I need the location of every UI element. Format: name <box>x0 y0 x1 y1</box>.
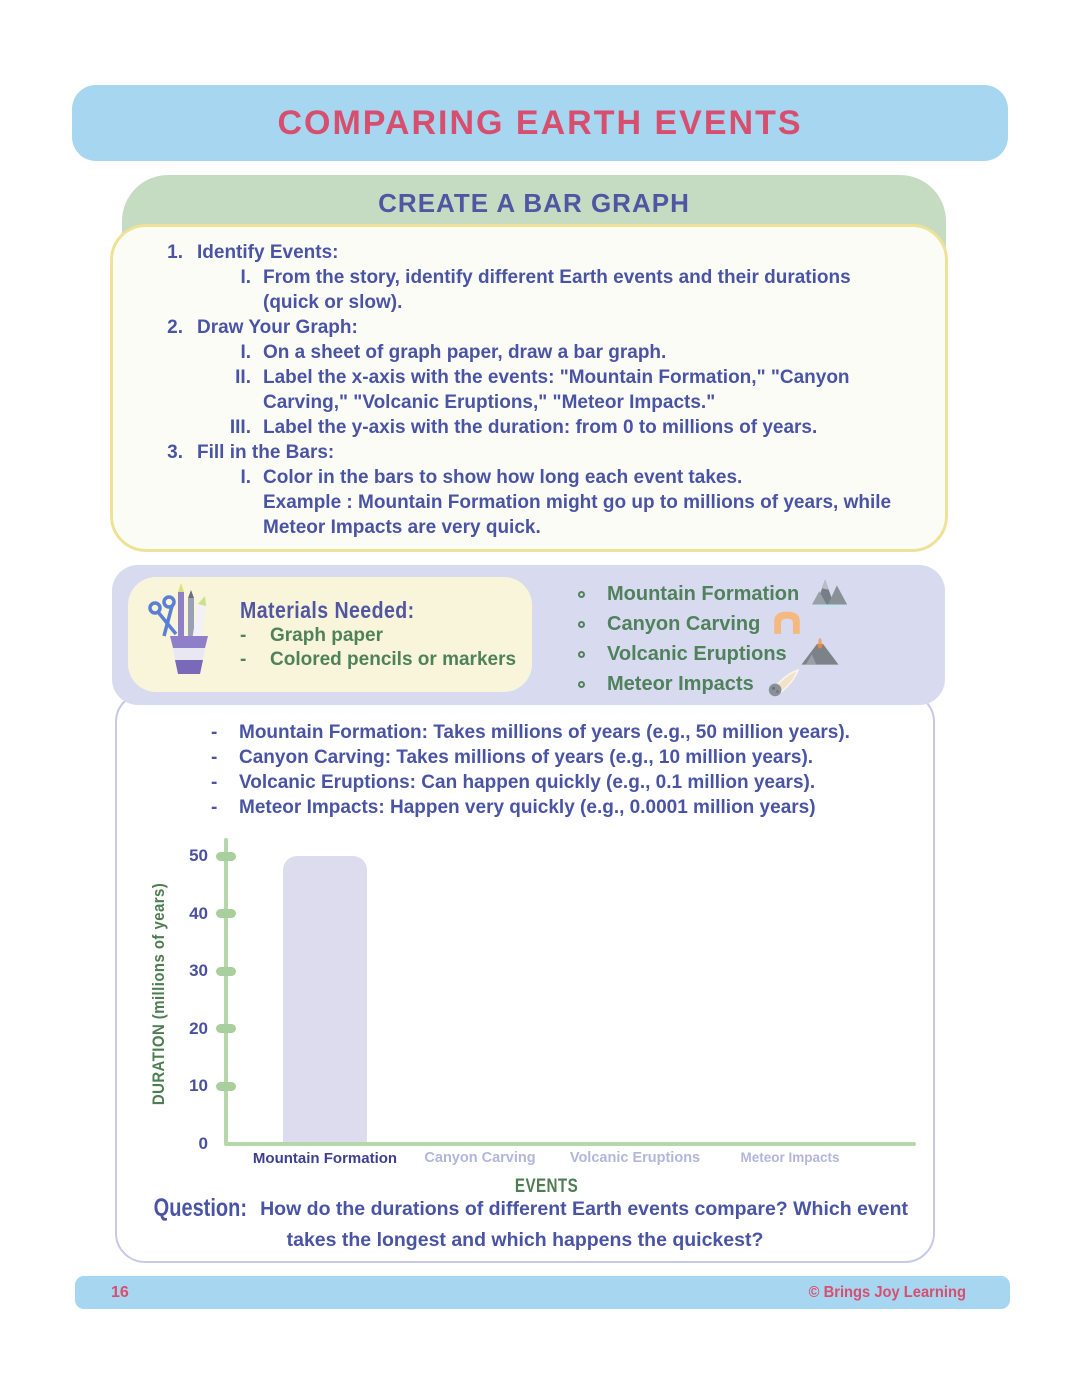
mountain-icon <box>809 576 853 613</box>
dash-bullet: - <box>211 797 218 818</box>
sub-step-number: I. <box>240 267 251 288</box>
dash-bullet: - <box>240 625 247 646</box>
materials-item <box>240 648 516 672</box>
y-tick-label: 40 <box>189 903 208 923</box>
y-axis-title <box>139 844 179 1144</box>
events-list <box>578 579 853 705</box>
dash-bullet: - <box>211 722 218 743</box>
y-tick-label: 20 <box>189 1018 208 1038</box>
section-heading: CREATE A BAR GRAPH <box>378 188 690 218</box>
events-items <box>578 579 853 699</box>
duration-item-text: Volcanic Eruptions: Can happen quickly (e.g., 0.1 million years). <box>239 772 816 793</box>
page-number: 16 <box>111 1283 129 1301</box>
event-item-label: Mountain Formation <box>607 582 800 605</box>
y-tick-label: 0 <box>198 1134 208 1153</box>
instruction-sub-step <box>221 340 903 365</box>
y-tick-dot <box>216 1082 236 1091</box>
instruction-sub-step <box>221 415 903 440</box>
materials-item-label: Colored pencils or markers <box>270 649 517 670</box>
step-number: 2. <box>167 317 183 338</box>
instruction-step <box>157 240 903 265</box>
plot-area <box>189 844 924 1153</box>
sub-step-number: II. <box>235 367 251 388</box>
y-tick-dot <box>216 852 236 861</box>
y-axis-title-text: DURATION (millions of years) <box>149 882 168 1106</box>
event-item-label: Canyon Carving <box>607 612 761 635</box>
event-item-label: Volcanic Eruptions <box>607 642 787 665</box>
instruction-sub-step <box>221 265 903 315</box>
y-axis-line <box>224 838 228 1144</box>
title-banner <box>72 85 1008 161</box>
sub-step-text: From the story, identify different Earth events and their durations (quick or slow). <box>263 267 851 313</box>
duration-item-text: Mountain Formation: Takes millions of years (e.g., 50 million years). <box>239 722 850 743</box>
durations-list <box>211 720 933 820</box>
duration-item <box>211 745 933 770</box>
sub-step-text: Label the y-axis with the duration: from 0 to millions of years. <box>263 417 818 438</box>
duration-item <box>211 795 933 820</box>
instruction-sub-step <box>221 465 903 490</box>
materials-box <box>128 577 532 692</box>
x-category-labels <box>224 1150 924 1172</box>
y-tick-label: 10 <box>189 1076 208 1096</box>
instruction-step <box>157 440 903 465</box>
x-category-label: Meteor Impacts <box>740 1150 840 1165</box>
materials-item-label: Graph paper <box>270 625 383 646</box>
materials-list <box>240 624 516 672</box>
chart-panel <box>115 692 935 1263</box>
duration-item-text: Canyon Carving: Takes millions of years (e.g., 10 million years). <box>239 747 814 768</box>
sub-step-number: I. <box>240 342 251 363</box>
bar-mountain-formation <box>283 856 367 1144</box>
duration-item-text: Meteor Impacts: Happen very quickly (e.g., 0.0001 million years) <box>239 797 816 818</box>
x-axis-title-text: EVENTS <box>514 1176 579 1197</box>
circle-bullet <box>578 681 585 688</box>
volcano-icon <box>797 636 843 673</box>
event-item-label: Meteor Impacts <box>607 672 754 695</box>
dash-bullet: - <box>211 772 218 793</box>
event-item <box>578 579 853 609</box>
page-title: COMPARING EARTH EVENTS <box>277 103 803 142</box>
meteor-icon <box>764 667 802 702</box>
circle-bullet <box>578 621 585 628</box>
materials-item <box>240 624 516 648</box>
instruction-step <box>157 315 903 340</box>
sub-step-text: On a sheet of graph paper, draw a bar graph. <box>263 342 667 363</box>
event-item <box>578 609 853 639</box>
sub-step-number: III. <box>229 417 251 438</box>
sub-step-text: Label the x-axis with the events: "Mountain Formation," "Canyon Carving," "Volcanic Eruptions," "Meteor Impacts." <box>263 367 850 413</box>
duration-item <box>211 770 933 795</box>
materials-panel <box>112 565 945 705</box>
x-axis-title <box>224 1176 869 1198</box>
question-block <box>140 1193 910 1256</box>
copyright-text: © Brings Joy Learning <box>808 1283 966 1301</box>
y-tick-dot <box>216 967 236 976</box>
sub-step-number: I. <box>240 467 251 488</box>
step-label: Draw Your Graph: <box>197 317 358 338</box>
bar-chart <box>117 844 933 1197</box>
y-tick-dot <box>216 1024 236 1033</box>
dash-bullet: - <box>240 649 247 670</box>
question-text: How do the durations of different Earth events compare? Which event takes the longest and which happens the quickest? <box>260 1198 908 1251</box>
y-tick-label: 50 <box>189 846 208 865</box>
step-label: Identify Events: <box>197 242 339 263</box>
event-item <box>578 639 853 669</box>
x-category-label: Canyon Carving <box>424 1150 536 1166</box>
dash-bullet: - <box>211 747 218 768</box>
y-tick-label: 30 <box>189 961 208 981</box>
y-tick-dot <box>216 909 236 918</box>
sub-step-text: Color in the bars to show how long each event takes. <box>263 467 743 488</box>
sub-step-number <box>221 490 251 540</box>
sub-step-text: Example : Mountain Formation might go up to millions of years, while Meteor Impacts are very quick. <box>263 492 892 538</box>
pencil-cup-icon <box>142 582 230 687</box>
event-item <box>578 669 853 699</box>
step-number: 1. <box>167 242 183 263</box>
materials-heading: Materials Needed: <box>240 597 415 623</box>
x-axis-line <box>224 1142 916 1146</box>
circle-bullet <box>578 651 585 658</box>
footer-bar <box>75 1276 1010 1309</box>
instruction-steps <box>157 240 903 540</box>
duration-item <box>211 720 933 745</box>
question-label: Question: <box>153 1194 247 1222</box>
instructions-box <box>110 224 948 552</box>
instruction-sub-step <box>221 365 903 415</box>
step-label: Fill in the Bars: <box>197 442 335 463</box>
x-category-label: Volcanic Eruptions <box>569 1150 701 1166</box>
x-category-label: Mountain Formation <box>252 1150 398 1167</box>
circle-bullet <box>578 591 585 598</box>
instruction-sub-step <box>221 490 903 540</box>
step-number: 3. <box>167 442 183 463</box>
